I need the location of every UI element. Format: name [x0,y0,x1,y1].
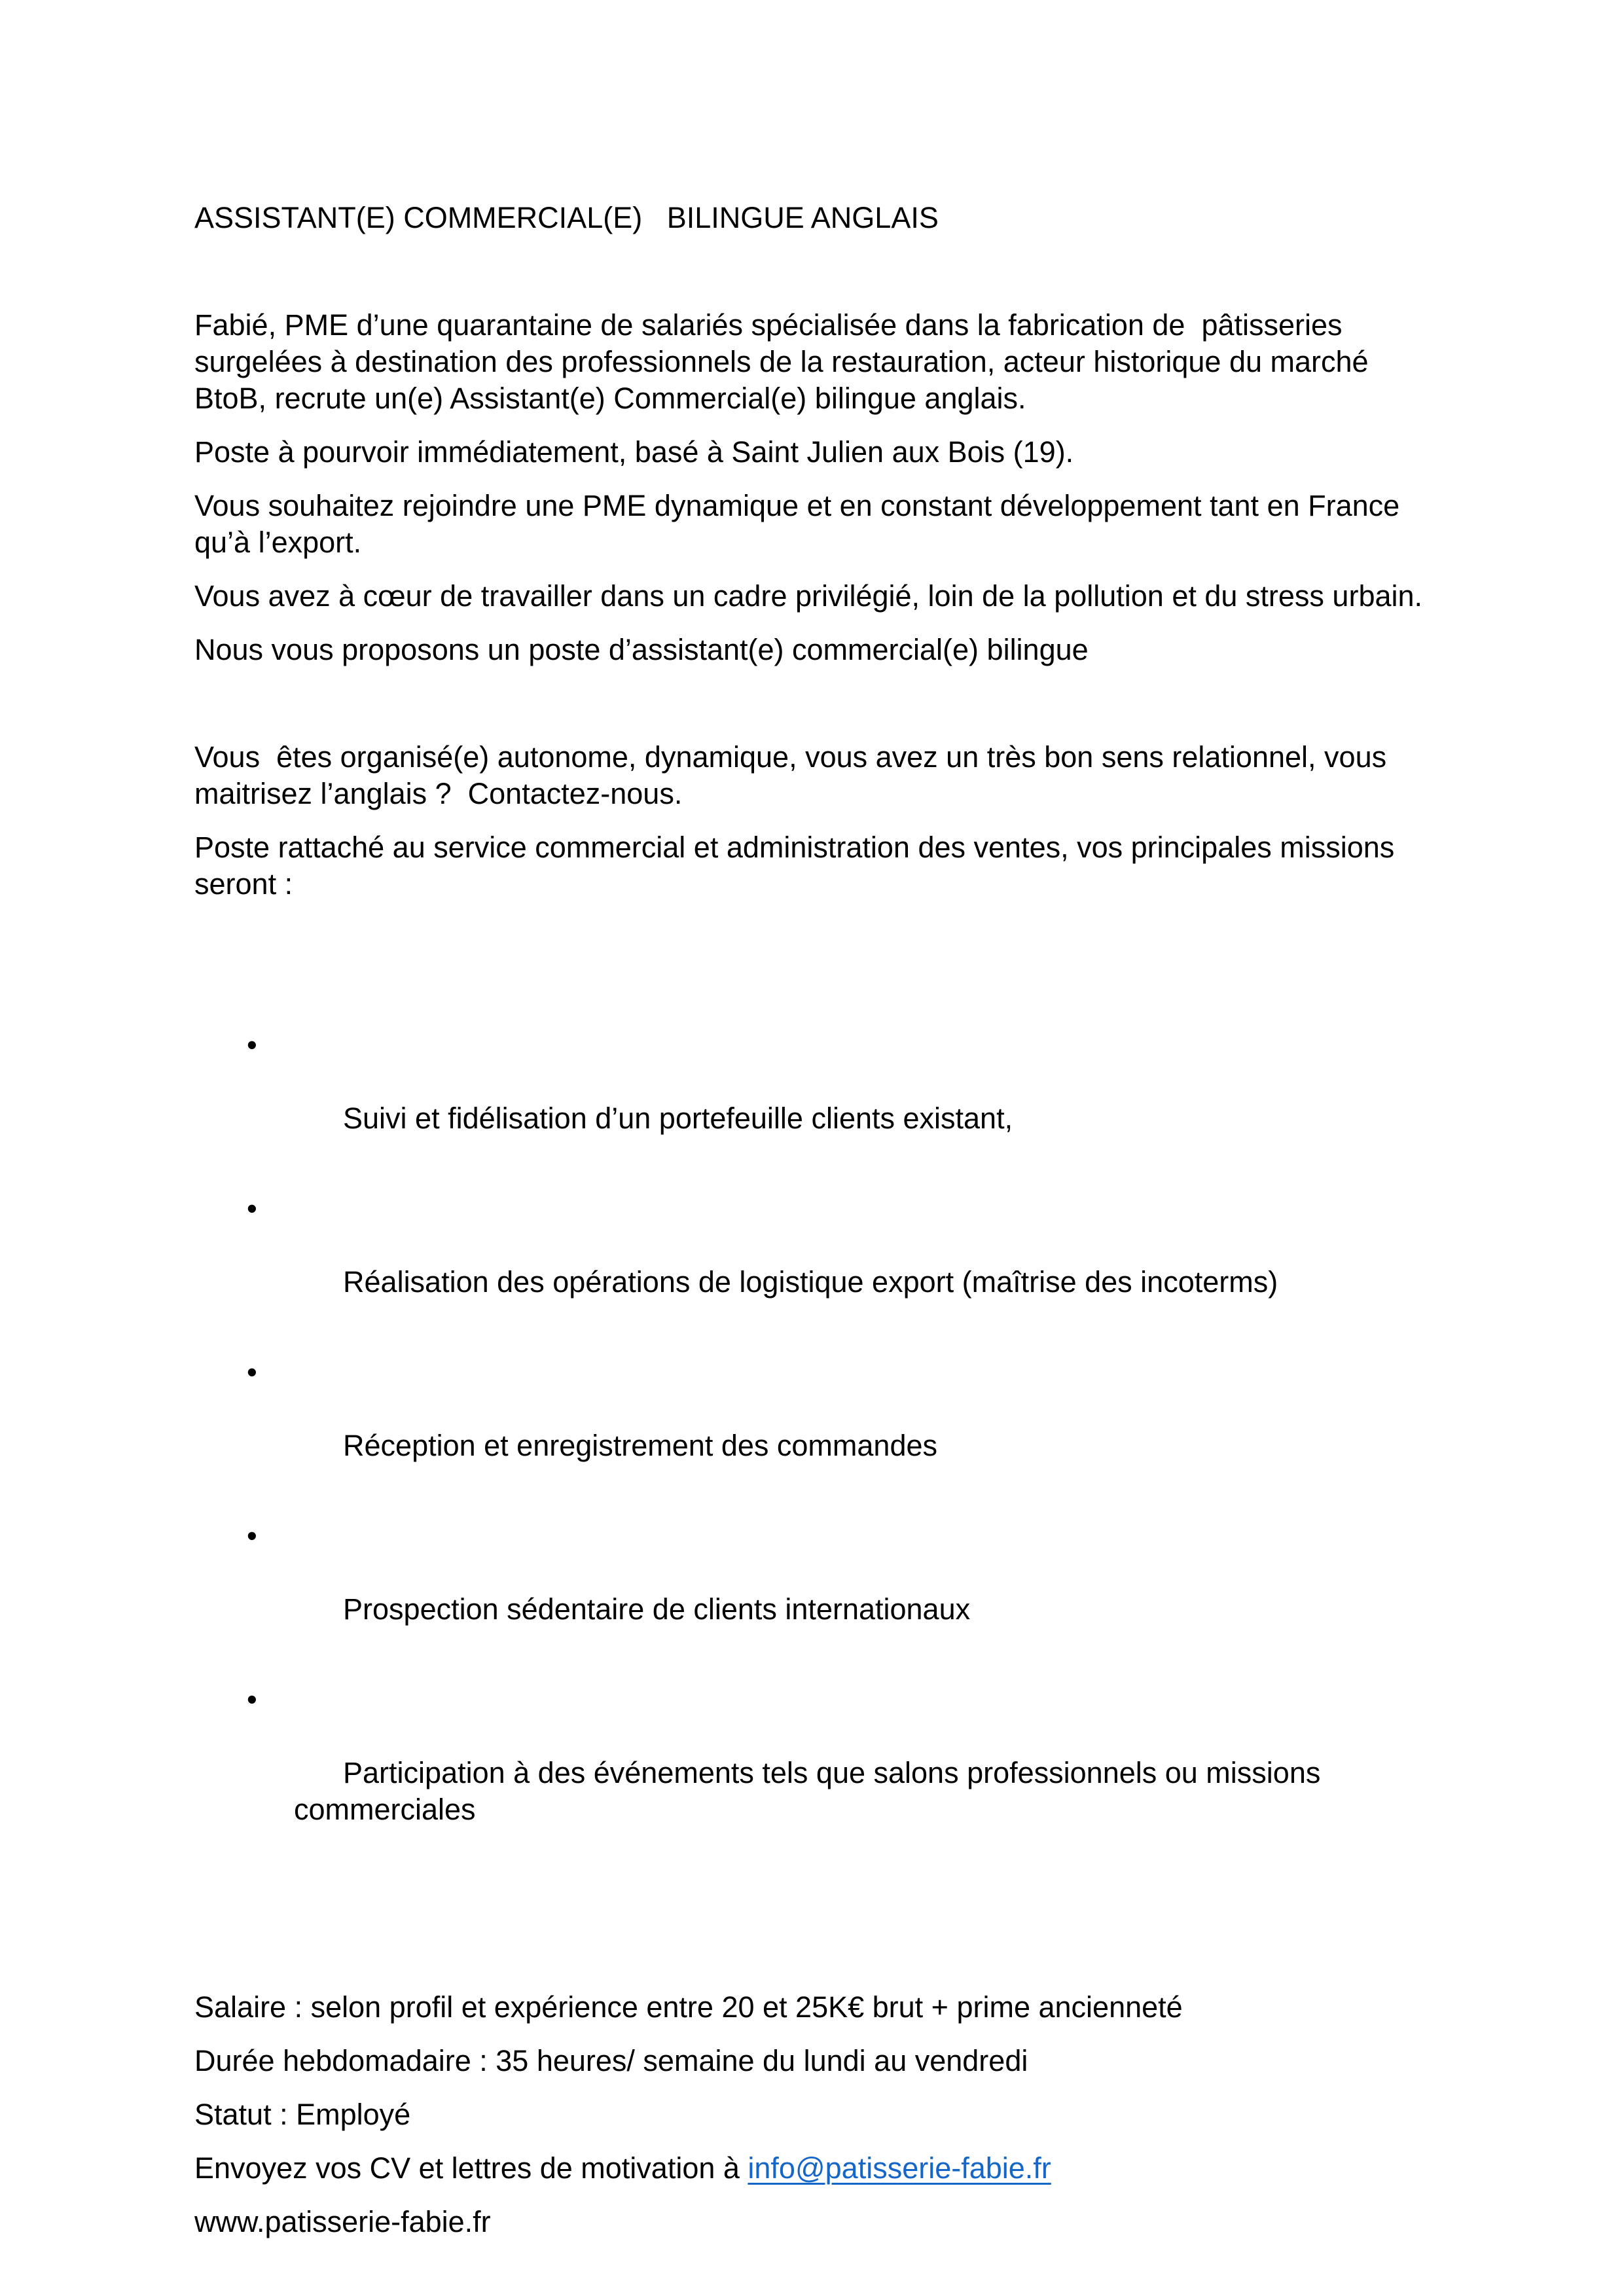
list-item [194,1191,1431,1337]
intro-paragraph: Fabié, PME d’une quarantaine de salariés spécialisée dans la fabrication de pâtisseries surgelées à destination des professionnels de la restauration, acteur historique du marché BtoB, recrute un(e) Assistant(e) Commercial(e) bilingue anglais. [194,308,1377,415]
list-item [194,1027,1431,1174]
bullet-icon: • [247,1519,257,1552]
website-text: www.patisserie-fabie.fr [194,2205,491,2238]
contact-paragraph [194,2150,1431,2187]
missions-list [194,1027,1431,1865]
email-link[interactable]: info@patisserie-fabie.fr [748,2151,1051,2185]
offer-paragraph: Nous vous proposons un poste d’assistant(e) commercial(e) bilingue [194,633,1089,666]
bullet-icon: • [247,1028,257,1062]
missions-intro-paragraph: Poste rattaché au service commercial et administration des ventes, vos principales missions seront : [194,831,1403,901]
status-paragraph: Statut : Employé [194,2098,411,2131]
bullet-icon: • [247,1192,257,1225]
spacer [194,920,1431,1027]
location-paragraph: Poste à pourvoir immédiatement, basé à Saint Julien aux Bois (19). [194,435,1074,469]
list-item-text: Suivi et fidélisation d’un portefeuille clients existant, [343,1102,1013,1135]
bullet-icon: • [247,1355,257,1389]
list-item [194,1518,1431,1664]
list-item-text: Réalisation des opérations de logistique export (maîtrise des incoterms) [343,1265,1278,1299]
spacer [194,685,1431,739]
job-title: ASSISTANT(E) COMMERCIAL(E) BILINGUE ANGLAIS [194,201,939,234]
pitch-paragraph: Vous souhaitez rejoindre une PME dynamique et en constant développement tant en France qu’à l’export. [194,489,1408,559]
list-item [194,1354,1431,1501]
hours-paragraph: Durée hebdomadaire : 35 heures/ semaine du lundi au vendredi [194,2044,1028,2077]
list-item-text: Participation à des événements tels que salons professionnels ou missions commerciales [294,1756,1329,1826]
bullet-icon: • [247,1683,257,1716]
profile-paragraph: Vous êtes organisé(e) autonome, dynamique, vous avez un très bon sens relationnel, vous maitrisez l’anglais ? Contactez-nous. [194,740,1395,810]
list-item [194,1681,1431,1865]
contact-text: Envoyez vos CV et lettres de motivation à [194,2151,748,2185]
list-item-text: Prospection sédentaire de clients internationaux [343,1592,971,1626]
spacer [194,1882,1431,1989]
salary-paragraph: Salaire : selon profil et expérience entre 20 et 25K€ brut + prime ancienneté [194,1990,1183,2024]
list-item-text: Réception et enregistrement des commandes [343,1429,937,1462]
environment-paragraph: Vous avez à cœur de travailler dans un cadre privilégié, loin de la pollution et du stress urbain. [194,579,1423,613]
